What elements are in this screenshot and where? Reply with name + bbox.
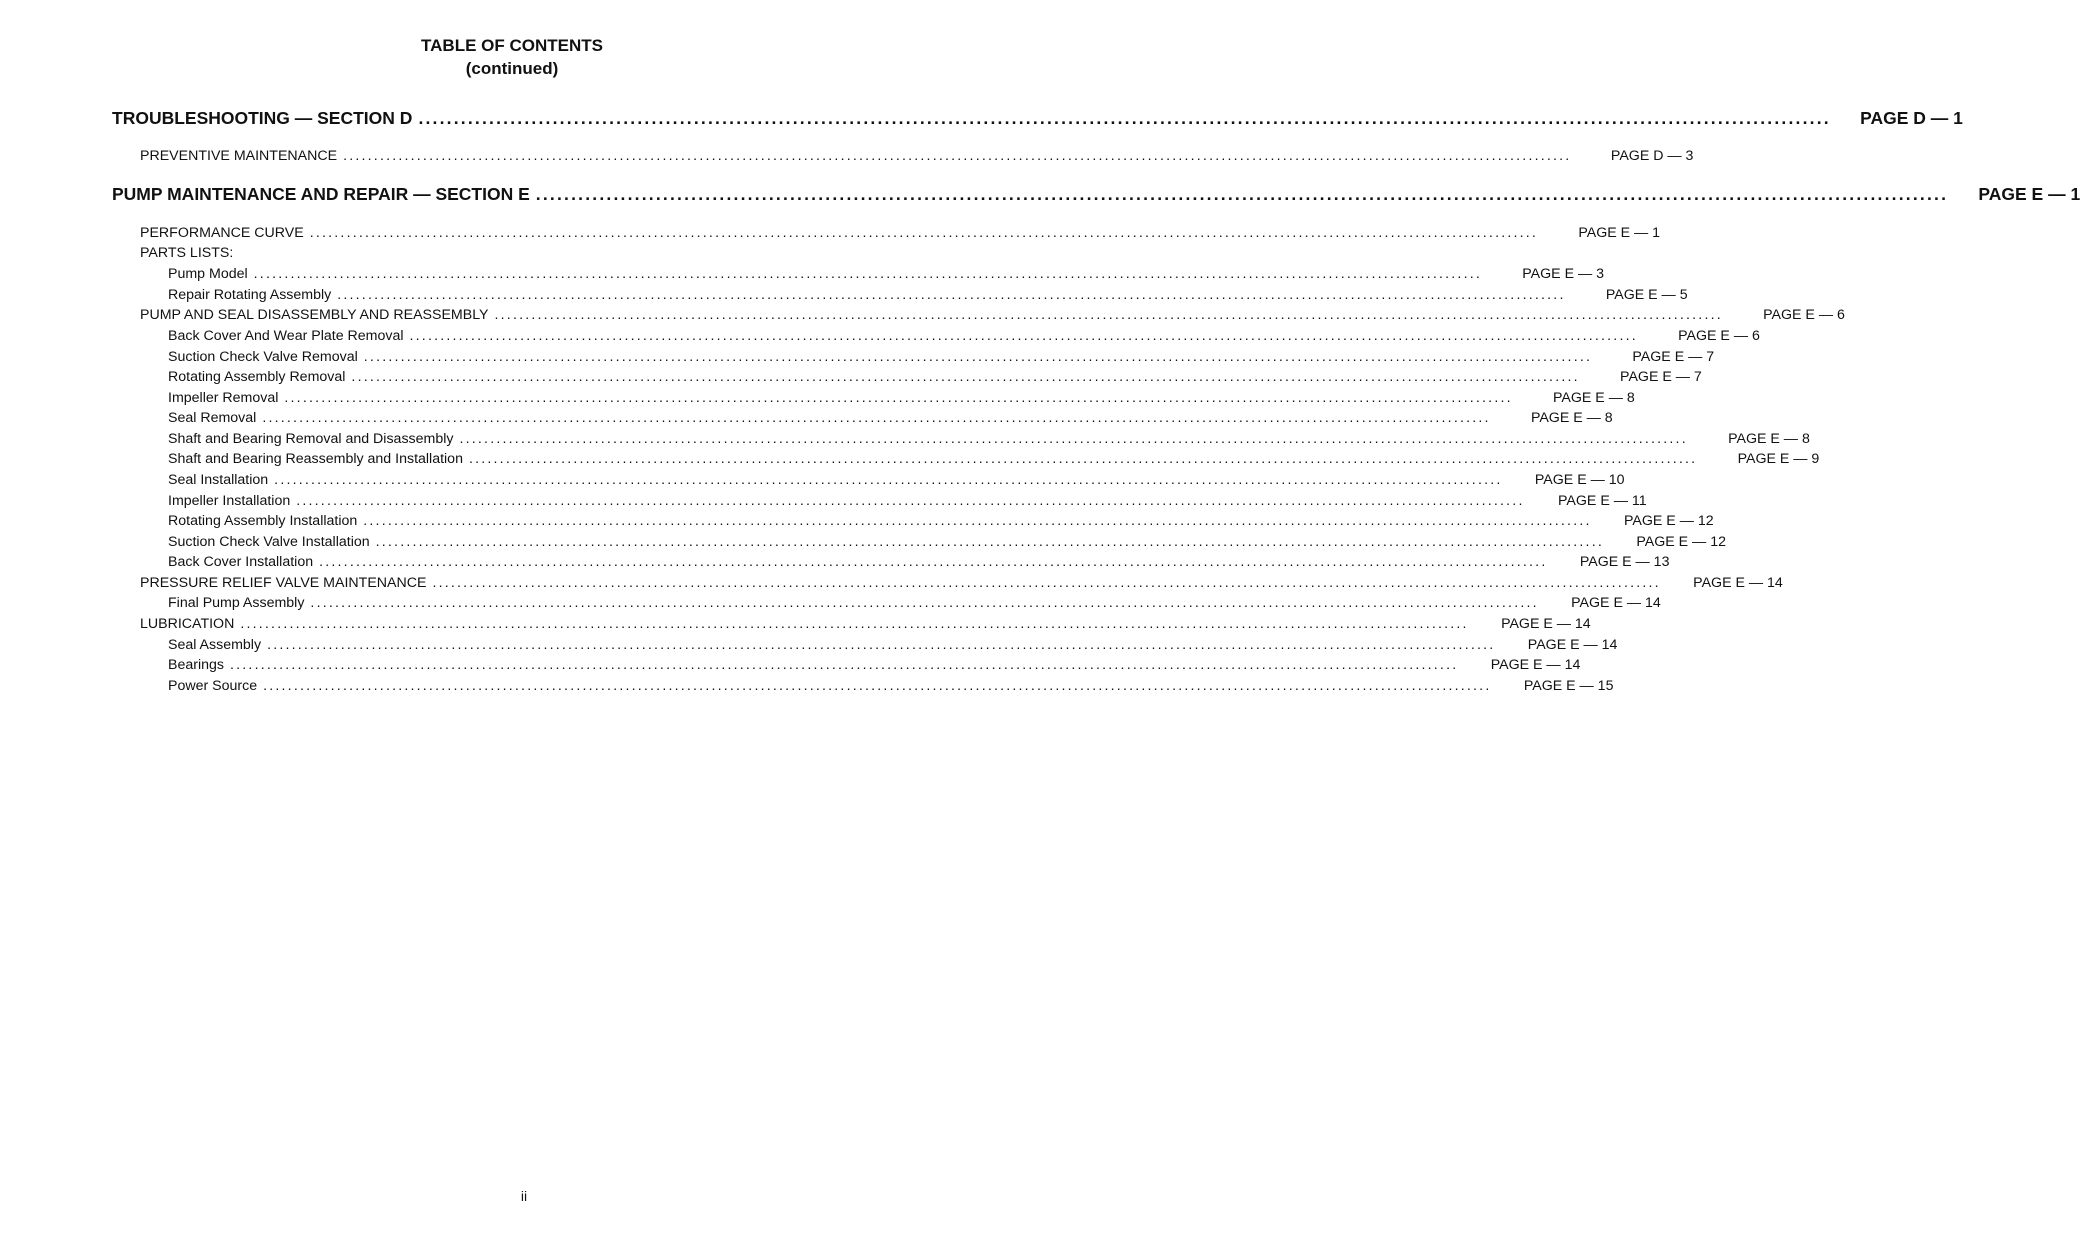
toc-entry-page: PAGE E — 1 — [1978, 184, 2080, 204]
toc-entry-label: PERFORMANCE CURVE — [140, 225, 304, 241]
toc-entry-page: PAGE E — 3 — [1522, 266, 1605, 282]
toc-dot-leader: ........................................................................................................................................................................................................ — [274, 472, 1503, 488]
toc-dot-leader: ........................................................................................................................................................................................................ — [459, 431, 1688, 447]
toc-entry — [168, 266, 1605, 282]
toc-entry-label: Seal Assembly — [168, 637, 262, 653]
toc-entry-page: PAGE D — 3 — [1610, 148, 1694, 164]
toc-entry-page: PAGE E — 12 — [1623, 513, 1714, 529]
toc-entry-label: Suction Check Valve Installation — [168, 534, 370, 550]
toc-dot-leader: ........................................................................................................................................................................................................ — [351, 369, 1580, 385]
toc-entry-label: LUBRICATION — [140, 616, 235, 632]
toc-entry — [168, 328, 1760, 344]
page-number: ii — [520, 1188, 528, 1204]
toc-dot-leader: ........................................................................................................................................................................................................ — [418, 108, 1831, 128]
toc-dot-leader: ........................................................................................................................................................................................................ — [375, 534, 1604, 550]
toc-entry-label: Final Pump Assembly — [168, 595, 305, 611]
toc-entry-page: PAGE E — 14 — [1571, 595, 1661, 611]
toc-entry-page: PAGE E — 6 — [1763, 307, 1845, 323]
toc-entry — [168, 410, 1613, 426]
toc-entry — [168, 287, 1688, 303]
toc-dot-leader: ........................................................................................................................................................................................................ — [535, 184, 1949, 204]
toc-entry — [168, 431, 1810, 447]
toc-dot-leader: ........................................................................................................................................................................................................ — [494, 307, 1723, 323]
toc-dot-leader: ........................................................................................................................................................................................................ — [263, 678, 1492, 694]
toc-entry-page: PAGE E — 8 — [1553, 390, 1635, 406]
toc-entry-label: Impeller Removal — [168, 390, 279, 406]
toc-entry-label: Back Cover Installation — [168, 554, 314, 570]
toc-entry-label: PUMP MAINTENANCE AND REPAIR — SECTION E — [112, 184, 530, 204]
toc-entry — [168, 637, 1618, 653]
toc-entry-page: PAGE E — 12 — [1636, 534, 1726, 550]
toc-dot-leader: ........................................................................................................................................................................................................ — [363, 513, 1592, 529]
toc-entry — [168, 678, 1614, 694]
toc-entry — [168, 534, 1726, 550]
toc-dot-leader: ........................................................................................................................................................................................................ — [319, 554, 1548, 570]
toc-entry — [140, 225, 1661, 241]
toc-entry — [168, 472, 1625, 488]
toc-entry-label: Rotating Assembly Removal — [168, 369, 346, 385]
toc-entry — [140, 307, 1845, 323]
toc-entry-page: PAGE E — 8 — [1728, 431, 1810, 447]
toc-entry-label: Bearings — [168, 657, 224, 673]
toc-entry-label: PRESSURE RELIEF VALVE MAINTENANCE — [140, 575, 427, 591]
toc-dot-leader: ........................................................................................................................................................................................................ — [230, 657, 1459, 673]
toc-dot-leader: ........................................................................................................................................................................................................ — [310, 595, 1539, 611]
toc-dot-leader: ........................................................................................................................................................................................................ — [309, 225, 1539, 241]
toc-entry-page: PAGE E — 10 — [1534, 472, 1625, 488]
toc-entry — [168, 369, 1702, 385]
toc-entry-label: Pump Model — [168, 266, 248, 282]
toc-dot-leader: ........................................................................................................................................................................................................ — [343, 148, 1572, 164]
toc-entry — [168, 493, 1647, 509]
toc-dot-leader: ........................................................................................................................................................................................................ — [432, 575, 1661, 591]
toc-entry-label: Impeller Installation — [168, 493, 291, 509]
toc-entry-page: PAGE E — 13 — [1579, 554, 1670, 570]
toc-entry — [168, 595, 1661, 611]
toc-entry-page: PAGE E — 9 — [1737, 451, 1820, 467]
toc-title-line2: (continued) — [465, 59, 559, 78]
toc-dot-leader: ........................................................................................................................................................................................................ — [468, 451, 1698, 467]
toc-entry-label: Back Cover And Wear Plate Removal — [168, 328, 404, 344]
toc-title-line1: TABLE OF CONTENTS — [421, 36, 603, 55]
toc-entry — [140, 148, 1694, 164]
toc-entry-page: PAGE E — 5 — [1605, 287, 1688, 303]
toc-entry-page: PAGE E — 14 — [1501, 616, 1591, 632]
toc-dot-leader: ........................................................................................................................................................................................................ — [253, 266, 1483, 282]
toc-entry-label: PREVENTIVE MAINTENANCE — [140, 148, 338, 164]
toc-entry-label: PARTS LISTS: — [140, 245, 234, 261]
toc-dot-leader: ........................................................................................................................................................................................................ — [284, 390, 1513, 406]
toc-entry-label: TROUBLESHOOTING — SECTION D — [112, 108, 413, 128]
toc-entry — [140, 245, 233, 261]
toc-entry — [168, 349, 1715, 365]
toc-entry — [168, 554, 1670, 570]
toc-entry-label: Seal Installation — [168, 472, 269, 488]
toc-entry — [168, 657, 1581, 673]
toc-entry-label: Rotating Assembly Installation — [168, 513, 358, 529]
toc-entry-page: PAGE E — 7 — [1632, 349, 1715, 365]
toc-entry-label: Suction Check Valve Removal — [168, 349, 358, 365]
toc-entry-label: PUMP AND SEAL DISASSEMBLY AND REASSEMBLY — [140, 307, 489, 323]
toc-entry-page: PAGE E — 8 — [1530, 410, 1613, 426]
toc-entry-page: PAGE D — 1 — [1860, 108, 1963, 128]
toc-section-entry — [112, 184, 2080, 205]
toc-entry-page: PAGE E — 6 — [1678, 328, 1760, 344]
toc-dot-leader: ........................................................................................................................................................................................................ — [363, 349, 1593, 365]
toc-entry-label: Seal Removal — [168, 410, 257, 426]
toc-section-entry — [112, 108, 1963, 129]
toc-entry — [140, 616, 1591, 632]
toc-entry — [168, 390, 1635, 406]
toc-dot-leader: ........................................................................................................................................................................................................ — [296, 493, 1525, 509]
toc-entry-label: Shaft and Bearing Reassembly and Installation — [168, 451, 463, 467]
toc-entry-page: PAGE E — 14 — [1527, 637, 1618, 653]
toc-entry-label: Power Source — [168, 678, 258, 694]
toc-entry-page: PAGE E — 15 — [1523, 678, 1614, 694]
toc-entry-page: PAGE E — 1 — [1578, 225, 1661, 241]
toc-dot-leader: ........................................................................................................................................................................................................ — [337, 287, 1566, 303]
toc-entry-page: PAGE E — 7 — [1620, 369, 1702, 385]
toc-entry-page: PAGE E — 14 — [1693, 575, 1783, 591]
toc-entry-label: Shaft and Bearing Removal and Disassembly — [168, 431, 454, 447]
toc-entry-label: Repair Rotating Assembly — [168, 287, 332, 303]
toc-entry — [168, 451, 1820, 467]
toc-dot-leader: ........................................................................................................................................................................................................ — [262, 410, 1491, 426]
toc-dot-leader: ........................................................................................................................................................................................................ — [409, 328, 1638, 344]
toc-entry — [168, 513, 1714, 529]
toc-dot-leader: ........................................................................................................................................................................................................ — [240, 616, 1469, 632]
toc-entry-page: PAGE E — 11 — [1558, 493, 1647, 509]
toc-title — [0, 34, 1024, 80]
toc-entry-page: PAGE E — 14 — [1490, 657, 1581, 673]
toc-dot-leader: ........................................................................................................................................................................................................ — [267, 637, 1496, 653]
toc-entry — [140, 575, 1783, 591]
